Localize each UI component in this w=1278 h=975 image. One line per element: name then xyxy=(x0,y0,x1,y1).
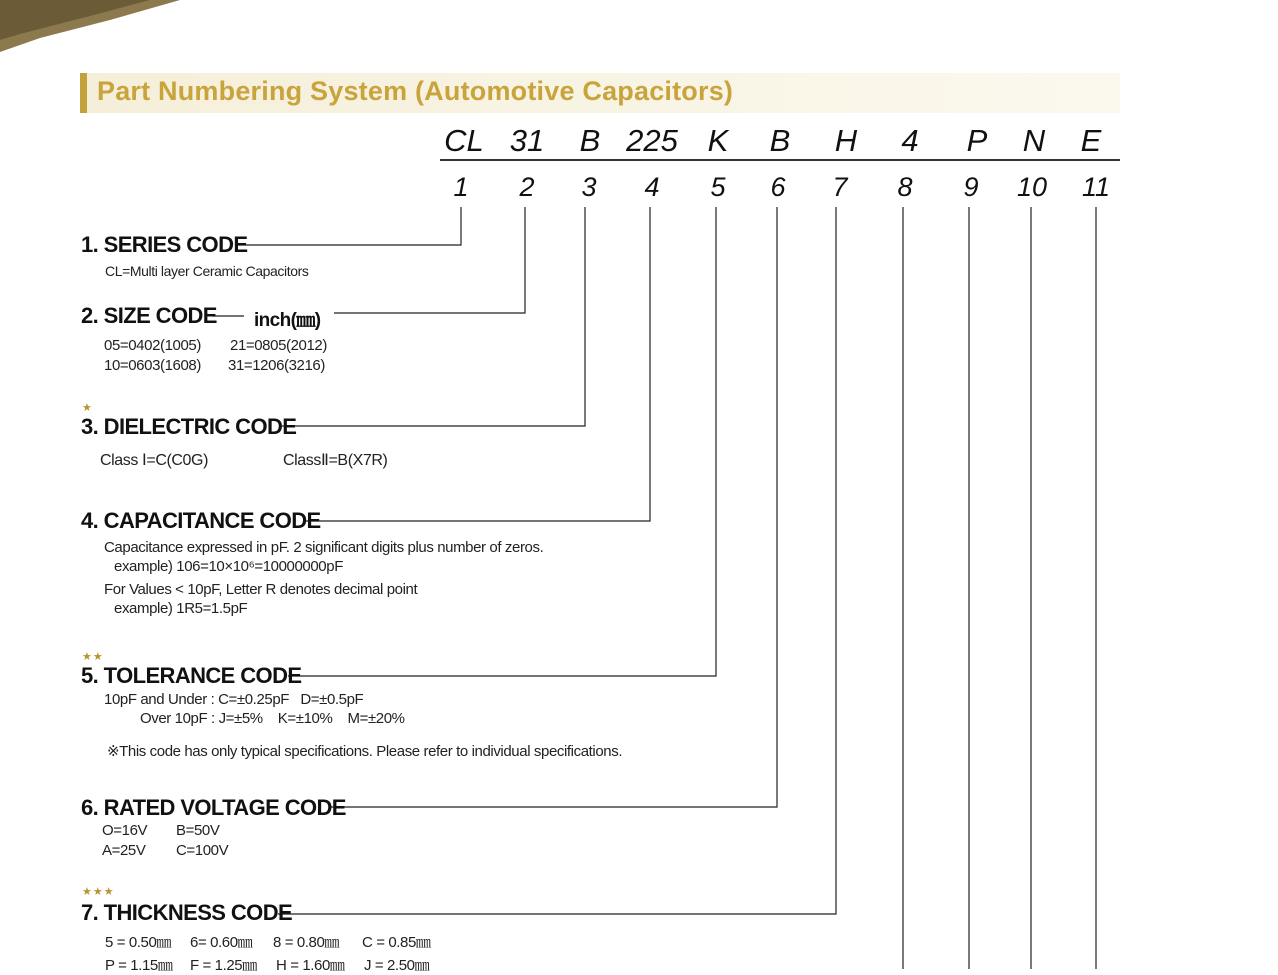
thickness-star-icon: ★★★ xyxy=(82,886,115,898)
thickness-value: P = 1.15㎜ xyxy=(105,957,173,974)
part-code-6: B xyxy=(769,123,791,158)
series-code-desc: CL=Multi layer Ceramic Capacitors xyxy=(105,263,309,279)
capacitance-line-2: example) 106=10×10⁶=10000000pF xyxy=(114,558,343,575)
thickness-value: 8 = 0.80㎜ xyxy=(273,934,340,951)
capacitance-code-heading: 4. CAPACITANCE CODE xyxy=(81,508,321,533)
page-title: Part Numbering System (Automotive Capacitors) xyxy=(97,76,734,106)
position-number-9: 9 xyxy=(963,172,979,202)
dielectric-star-icon: ★ xyxy=(82,402,93,414)
size-code-row: 05=0402(1005) xyxy=(104,337,201,354)
connector-5 xyxy=(288,207,716,676)
part-code-2: 31 xyxy=(509,123,545,158)
size-code-heading: 2. SIZE CODE xyxy=(81,303,217,328)
thickness-value: F = 1.25㎜ xyxy=(190,957,257,974)
size-code-row: 21=0805(2012) xyxy=(230,337,327,354)
thickness-value: J = 2.50㎜ xyxy=(364,957,430,974)
capacitance-line-1: Capacitance expressed in pF. 2 significant digits plus number of zeros. xyxy=(104,539,544,556)
connector-1 xyxy=(236,207,461,245)
part-code-5: K xyxy=(707,123,729,158)
tolerance-note: ※This code has only typical specifications. Please refer to individual specifications. xyxy=(107,743,623,760)
capacitance-line-4: example) 1R5=1.5pF xyxy=(114,600,248,617)
connector-2 xyxy=(334,207,525,313)
thickness-value: H = 1.60㎜ xyxy=(276,957,345,974)
part-code-11: E xyxy=(1080,123,1102,158)
dielectric-code-heading: 3. DIELECTRIC CODE xyxy=(81,414,297,439)
size-code-row: 31=1206(3216) xyxy=(228,357,325,374)
part-code-9: P xyxy=(966,123,988,158)
thickness-code-heading: 7. THICKNESS CODE xyxy=(81,900,293,925)
part-code-1: CL xyxy=(444,123,484,158)
voltage-row: A=25V xyxy=(102,842,146,859)
position-number-6: 6 xyxy=(770,172,786,202)
position-number-7: 7 xyxy=(832,172,848,202)
size-code-row: 10=0603(1608) xyxy=(104,357,201,374)
size-code-unit: inch(㎜) xyxy=(254,310,321,331)
part-code-4: 225 xyxy=(626,123,678,158)
part-code-3: B xyxy=(579,123,601,158)
series-code-heading: 1. SERIES CODE xyxy=(81,232,248,257)
part-code-7: H xyxy=(834,123,858,158)
position-number-2: 2 xyxy=(519,172,535,202)
tolerance-line-2: Over 10pF : J=±5% K=±10% M=±20% xyxy=(140,710,405,727)
thickness-value: 5 = 0.50㎜ xyxy=(105,934,172,951)
tolerance-star-icon: ★★ xyxy=(82,651,104,663)
connector-3 xyxy=(282,207,585,426)
position-number-10: 10 xyxy=(1016,172,1048,202)
tolerance-code-heading: 5. TOLERANCE CODE xyxy=(81,663,302,688)
position-number-3: 3 xyxy=(581,172,597,202)
position-number-4: 4 xyxy=(644,172,660,202)
position-number-1: 1 xyxy=(453,172,469,202)
capacitance-line-3: For Values < 10pF, Letter R denotes decimal point xyxy=(104,581,418,598)
position-number-5: 5 xyxy=(710,172,726,202)
connector-4 xyxy=(305,207,650,521)
part-code-8: 4 xyxy=(901,123,919,158)
dielectric-class-2: ClassⅡ=B(X7R) xyxy=(283,452,388,469)
voltage-code-heading: 6. RATED VOLTAGE CODE xyxy=(81,795,346,820)
thickness-value: C = 0.85㎜ xyxy=(362,934,431,951)
position-number-11: 11 xyxy=(1081,172,1111,202)
part-code-10: N xyxy=(1022,123,1046,158)
dielectric-class-1: Class Ⅰ=C(C0G) xyxy=(100,452,209,469)
voltage-row: C=100V xyxy=(176,842,229,859)
position-number-8: 8 xyxy=(897,172,913,202)
voltage-row: O=16V xyxy=(102,822,148,839)
thickness-value: 6= 0.60㎜ xyxy=(190,934,253,951)
voltage-row: B=50V xyxy=(176,822,220,839)
tolerance-line-1: 10pF and Under : C=±0.25pF D=±0.5pF xyxy=(104,691,364,708)
